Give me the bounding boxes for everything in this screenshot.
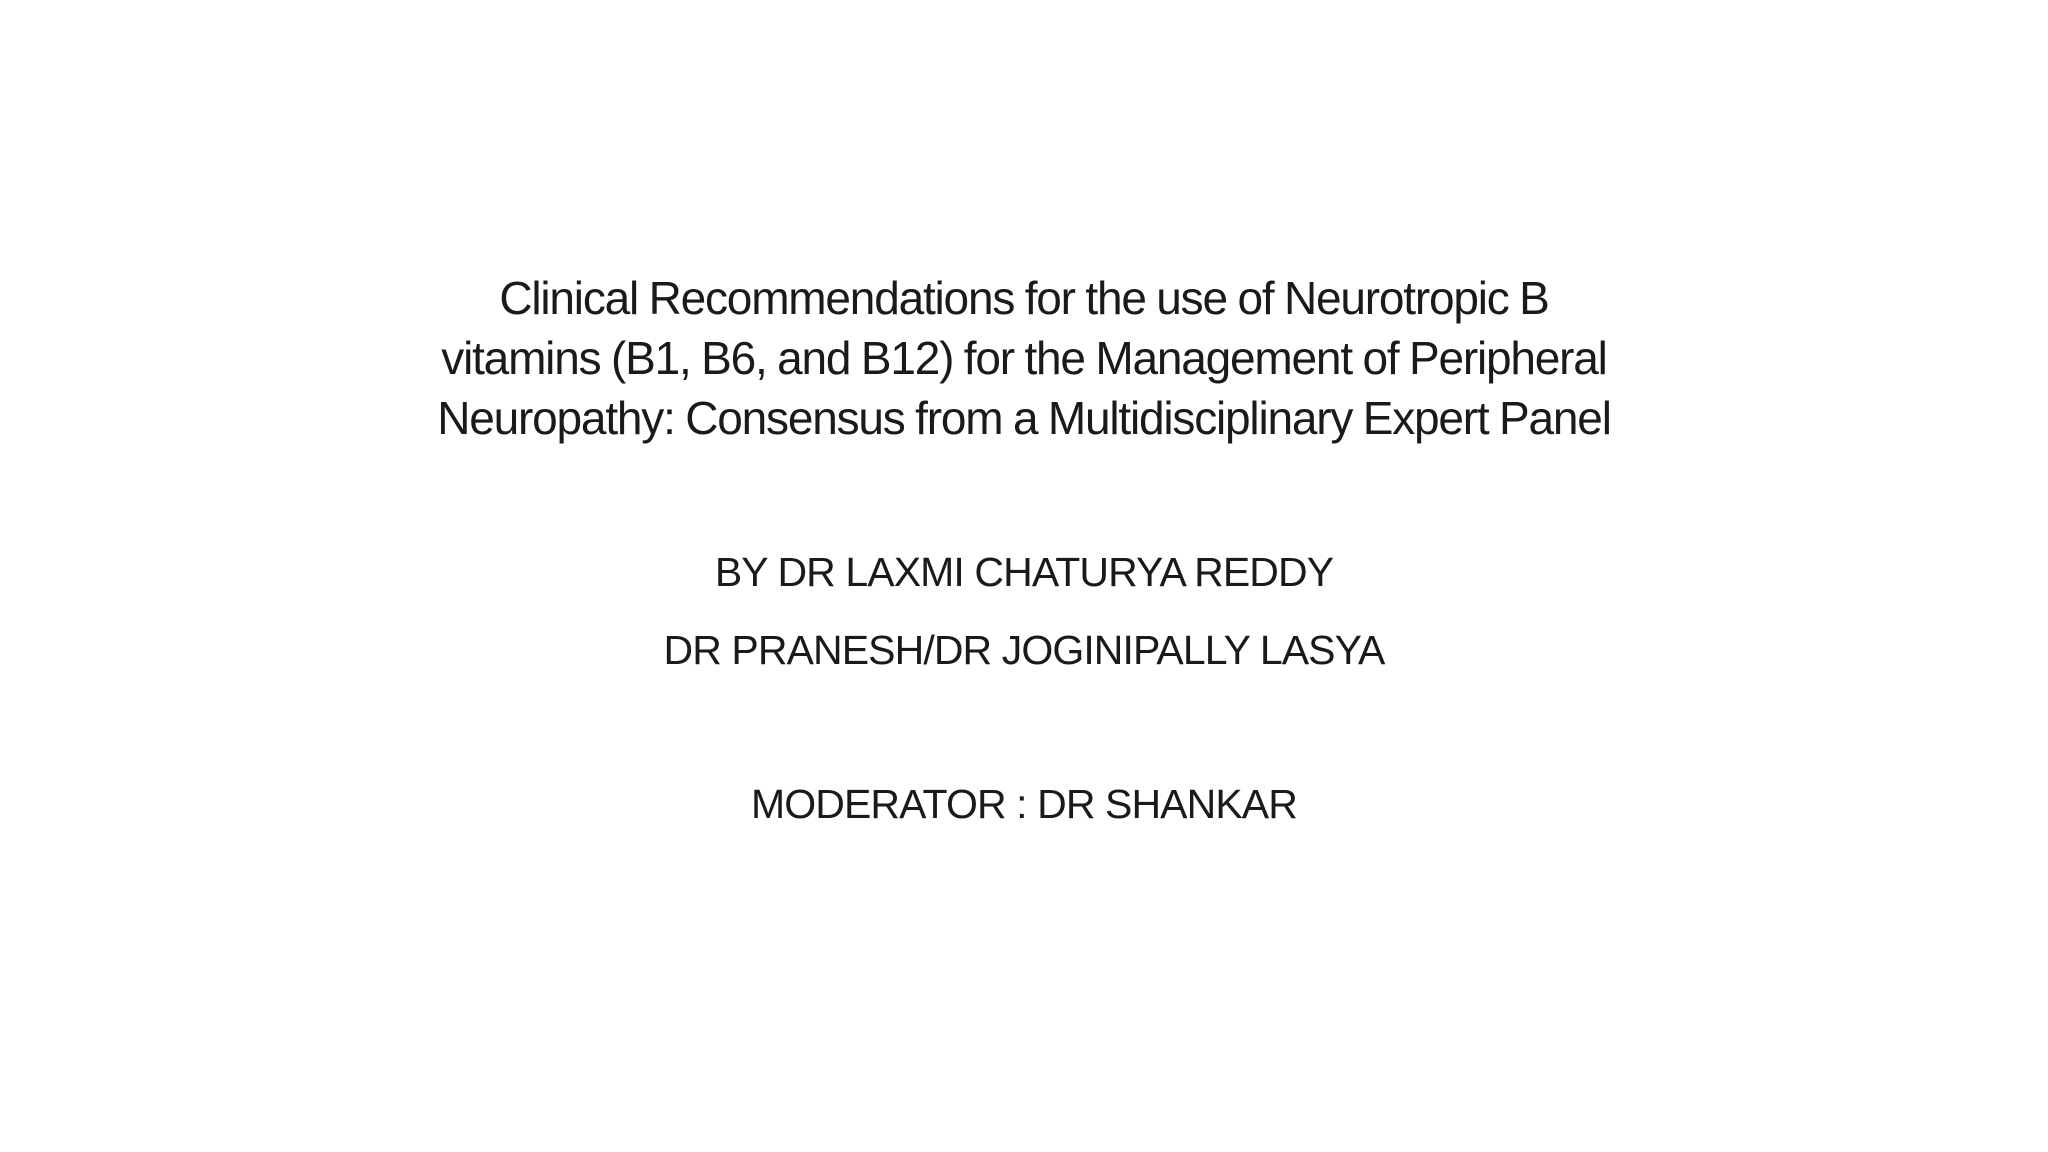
presenter-line: BY DR LAXMI CHATURYA REDDY — [714, 549, 1334, 595]
slide-title — [300, 268, 1748, 448]
slide-title-line: Clinical Recommendations for the use of Neurotropic B — [499, 272, 1549, 324]
slide-title-line: vitamins (B1, B6, and B12) for the Management of Peripheral — [441, 332, 1607, 384]
moderator-line: MODERATOR : DR SHANKAR — [751, 781, 1297, 827]
co-presenters-line: DR PRANESH/DR JOGINIPALLY LASYA — [663, 627, 1385, 673]
slide-title-line: Neuropathy: Consensus from a Multidisciplinary Expert Panel — [437, 392, 1611, 444]
